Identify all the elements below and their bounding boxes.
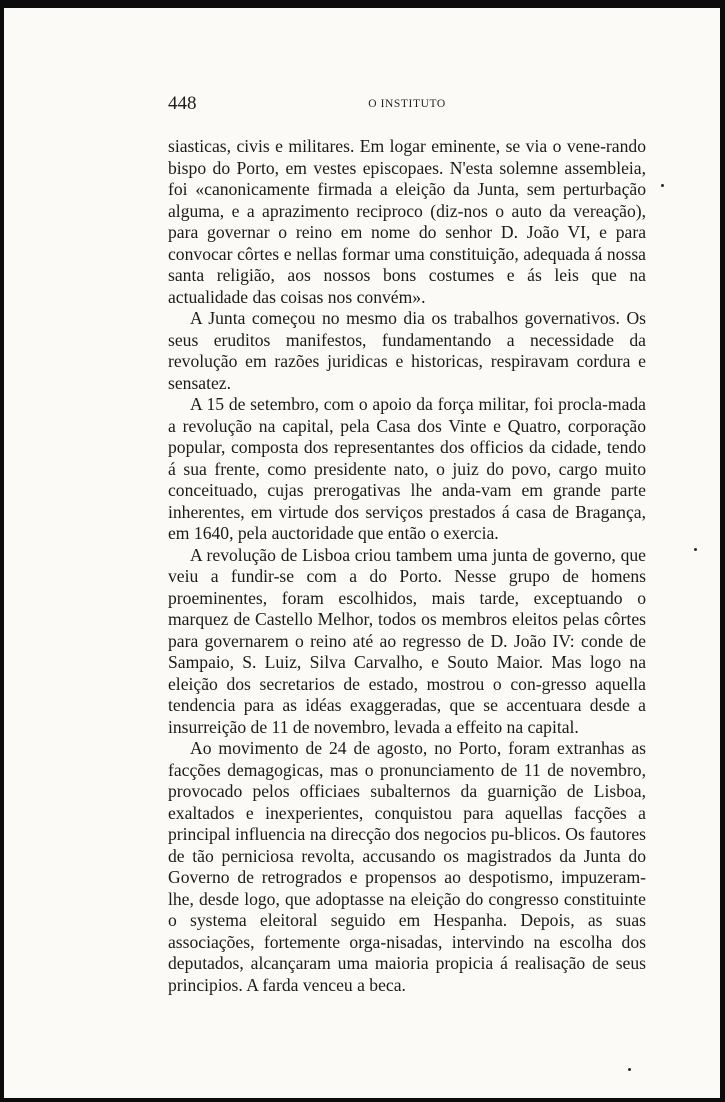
running-title: O INSTITUTO (368, 98, 446, 110)
paragraph: Ao movimento de 24 de agosto, no Porto, foram extranhas as facções demagogicas, mas o pronunciamento de 11 de novembro, provocado pelos officiaes subalternos da guarnição de Lisboa, exaltados e inexperientes, conquistou para aquellas facções a principal influencia na direcção dos negocios pu-blicos. Os fautores de tão perniciosa revolta, accusando os magistrados da Junta do Governo de retrogrados e propensos ao despotismo, impuzeram-lhe, desde logo, que adoptasse na eleição do congresso constituinte o systema eleitoral seguido em Hespanha. Depois, as suas associações, fortemente orga-nisadas, intervindo na escolha dos deputados, alcançaram uma maioria propicia á realisação de seus principios. A farda venceu a beca. (168, 738, 646, 995)
paragraph: siasticas, civis e militares. Em logar eminente, se via o vene-rando bispo do Porto, em vestes episcopaes. N'esta solemne assembleia, foi «canonicamente firmada a eleição da Junta, sem perturbação alguma, e a aprazimento reciproco (diz-nos o auto da vereação), para governar o reino em nome do senhor D. João VI, e para convocar côrtes e nellas formar uma constituição, adequada á nossa santa religião, aos nossos bons costumes e ás leis que na actualidade das coisas nos convém». (168, 136, 646, 307)
ink-speck (694, 548, 697, 551)
body-text (168, 136, 646, 996)
paragraph: A 15 de setembro, com o apoio da força militar, foi procla-mada a revolução na capital, pela Casa dos Vinte e Quatro, corporação popular, composta dos representantes dos officios da cidade, tendo á sua frente, como presidente nato, o juiz do povo, cargo muito conceituado, cujas prerogativas lhe anda-vam em grande parte inherentes, em virtude dos serviços prestados á casa de Bragança, em 1640, pela auctoridade que então o exercia. (168, 394, 646, 543)
ink-speck (628, 1068, 631, 1071)
book-page (4, 8, 720, 1098)
paragraph: A revolução de Lisboa criou tambem uma junta de governo, que veiu a fundir-se com a do Porto. Nesse grupo de homens proeminentes, foram escolhidos, mais tarde, exceptuando o marquez de Castello Melhor, todos os membros eleitos pelas côrtes para governarem o reino até ao regresso de D. João IV: conde de Sampaio, S. Luiz, Silva Carvalho, e Souto Maior. Mas logo na eleição dos secretarios de estado, mostrou o con-gresso aquella tendencia para as idéas exaggeradas, que se accentuara desde a insurreição de 11 de novembro, levada a effeito na capital. (168, 544, 646, 737)
page-number: 448 (168, 93, 197, 114)
ink-speck (661, 184, 664, 187)
paragraph: A Junta começou no mesmo dia os trabalhos governativos. Os seus eruditos manifestos, fundamentando a necessidade da revolução em razões juridicas e historicas, respiravam cordura e sensatez. (168, 308, 646, 393)
page-header (168, 93, 646, 117)
